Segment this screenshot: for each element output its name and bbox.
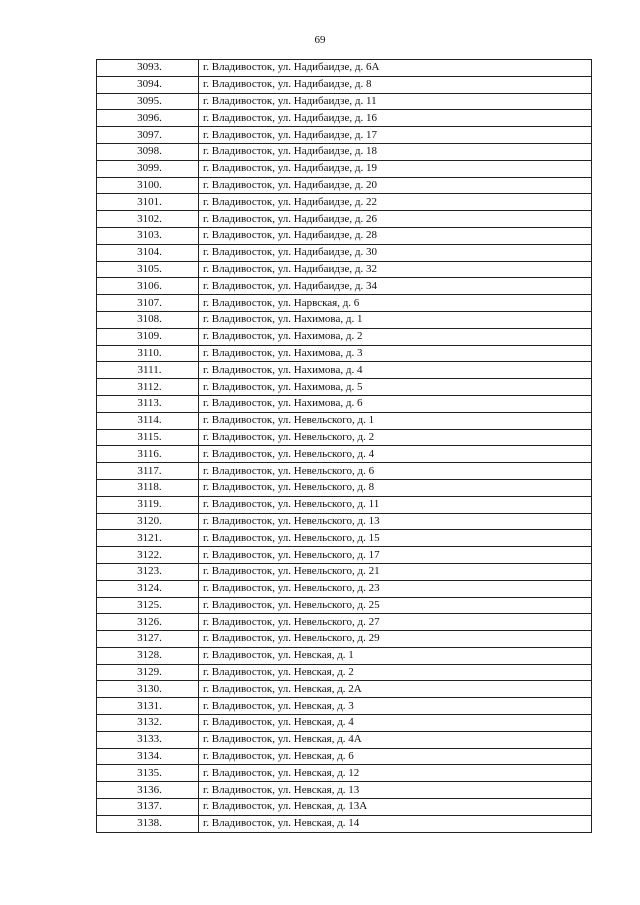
row-number: 3114. (97, 412, 199, 429)
table-row (97, 345, 592, 362)
row-address: г. Владивосток, ул. Невская, д. 13А (199, 799, 592, 816)
row-address: г. Владивосток, ул. Невельского, д. 11 (199, 496, 592, 513)
row-address: г. Владивосток, ул. Невельского, д. 25 (199, 597, 592, 614)
table-row (97, 681, 592, 698)
row-number: 3098. (97, 143, 199, 160)
row-address: г. Владивосток, ул. Нахимова, д. 6 (199, 395, 592, 412)
row-address: г. Владивосток, ул. Невская, д. 12 (199, 765, 592, 782)
table-row (97, 748, 592, 765)
row-number: 3103. (97, 227, 199, 244)
table-row (97, 110, 592, 127)
row-number: 3135. (97, 765, 199, 782)
row-number: 3123. (97, 563, 199, 580)
row-number: 3117. (97, 463, 199, 480)
row-address: г. Владивосток, ул. Надибаидзе, д. 18 (199, 143, 592, 160)
row-number: 3109. (97, 328, 199, 345)
row-address: г. Владивосток, ул. Невская, д. 3 (199, 698, 592, 715)
row-number: 3115. (97, 429, 199, 446)
row-number: 3126. (97, 614, 199, 631)
row-address: г. Владивосток, ул. Невельского, д. 21 (199, 563, 592, 580)
row-number: 3104. (97, 244, 199, 261)
row-number: 3108. (97, 311, 199, 328)
address-table-body (97, 60, 592, 833)
row-number: 3110. (97, 345, 199, 362)
row-address: г. Владивосток, ул. Нарвская, д. 6 (199, 295, 592, 312)
row-number: 3111. (97, 362, 199, 379)
table-row (97, 547, 592, 564)
row-number: 3138. (97, 815, 199, 832)
row-address: г. Владивосток, ул. Надибаидзе, д. 34 (199, 278, 592, 295)
table-row (97, 799, 592, 816)
table-row (97, 93, 592, 110)
table-row (97, 631, 592, 648)
table-row (97, 614, 592, 631)
table-row (97, 647, 592, 664)
table-row (97, 76, 592, 93)
row-number: 3127. (97, 631, 199, 648)
row-address: г. Владивосток, ул. Невская, д. 2 (199, 664, 592, 681)
table-row (97, 261, 592, 278)
row-number: 3134. (97, 748, 199, 765)
table-row (97, 597, 592, 614)
table-row (97, 143, 592, 160)
row-number: 3116. (97, 446, 199, 463)
table-row (97, 765, 592, 782)
row-address: г. Владивосток, ул. Надибаидзе, д. 16 (199, 110, 592, 127)
row-number: 3102. (97, 211, 199, 228)
table-row (97, 362, 592, 379)
row-address: г. Владивосток, ул. Надибаидзе, д. 20 (199, 177, 592, 194)
table-row (97, 530, 592, 547)
row-address: г. Владивосток, ул. Невельского, д. 2 (199, 429, 592, 446)
table-row (97, 395, 592, 412)
row-number: 3107. (97, 295, 199, 312)
table-row (97, 379, 592, 396)
row-number: 3101. (97, 194, 199, 211)
table-row (97, 311, 592, 328)
table-row (97, 563, 592, 580)
table-row (97, 429, 592, 446)
row-number: 3105. (97, 261, 199, 278)
row-address: г. Владивосток, ул. Надибаидзе, д. 28 (199, 227, 592, 244)
table-row (97, 60, 592, 77)
row-address: г. Владивосток, ул. Надибаидзе, д. 11 (199, 93, 592, 110)
row-address: г. Владивосток, ул. Невская, д. 4 (199, 715, 592, 732)
row-number: 3106. (97, 278, 199, 295)
table-row (97, 127, 592, 144)
table-row (97, 328, 592, 345)
row-address: г. Владивосток, ул. Нахимова, д. 2 (199, 328, 592, 345)
row-number: 3121. (97, 530, 199, 547)
table-row (97, 211, 592, 228)
table-row (97, 731, 592, 748)
page-number: 69 (314, 34, 326, 46)
table-row (97, 227, 592, 244)
row-number: 3100. (97, 177, 199, 194)
table-row (97, 513, 592, 530)
row-address: г. Владивосток, ул. Надибаидзе, д. 8 (199, 76, 592, 93)
address-table (96, 59, 592, 833)
row-address: г. Владивосток, ул. Невельского, д. 8 (199, 479, 592, 496)
row-address: г. Владивосток, ул. Невельского, д. 1 (199, 412, 592, 429)
row-number: 3118. (97, 479, 199, 496)
table-row (97, 244, 592, 261)
row-number: 3131. (97, 698, 199, 715)
row-address: г. Владивосток, ул. Нахимова, д. 3 (199, 345, 592, 362)
row-number: 3124. (97, 580, 199, 597)
table-row (97, 194, 592, 211)
row-number: 3094. (97, 76, 199, 93)
row-address: г. Владивосток, ул. Невская, д. 14 (199, 815, 592, 832)
table-row (97, 715, 592, 732)
row-address: г. Владивосток, ул. Невельского, д. 29 (199, 631, 592, 648)
row-address: г. Владивосток, ул. Нахимова, д. 4 (199, 362, 592, 379)
row-address: г. Владивосток, ул. Невская, д. 1 (199, 647, 592, 664)
row-number: 3093. (97, 60, 199, 77)
table-row (97, 412, 592, 429)
row-number: 3128. (97, 647, 199, 664)
table-row (97, 496, 592, 513)
row-number: 3112. (97, 379, 199, 396)
table-row (97, 815, 592, 832)
row-number: 3096. (97, 110, 199, 127)
row-address: г. Владивосток, ул. Невская, д. 13 (199, 782, 592, 799)
table-row (97, 446, 592, 463)
row-address: г. Владивосток, ул. Надибаидзе, д. 26 (199, 211, 592, 228)
table-row (97, 782, 592, 799)
row-address: г. Владивосток, ул. Невельского, д. 27 (199, 614, 592, 631)
row-address: г. Владивосток, ул. Невельского, д. 23 (199, 580, 592, 597)
row-number: 3099. (97, 160, 199, 177)
row-number: 3122. (97, 547, 199, 564)
table-row (97, 295, 592, 312)
row-address: г. Владивосток, ул. Надибаидзе, д. 17 (199, 127, 592, 144)
table-row (97, 698, 592, 715)
row-number: 3133. (97, 731, 199, 748)
table-row (97, 160, 592, 177)
row-address: г. Владивосток, ул. Невская, д. 2А (199, 681, 592, 698)
row-number: 3137. (97, 799, 199, 816)
row-address: г. Владивосток, ул. Невская, д. 6 (199, 748, 592, 765)
row-address: г. Владивосток, ул. Надибаидзе, д. 30 (199, 244, 592, 261)
row-number: 3136. (97, 782, 199, 799)
row-number: 3097. (97, 127, 199, 144)
row-number: 3129. (97, 664, 199, 681)
table-row (97, 463, 592, 480)
row-address: г. Владивосток, ул. Нахимова, д. 1 (199, 311, 592, 328)
row-address: г. Владивосток, ул. Надибаидзе, д. 22 (199, 194, 592, 211)
row-number: 3132. (97, 715, 199, 732)
row-address: г. Владивосток, ул. Невельского, д. 15 (199, 530, 592, 547)
table-row (97, 177, 592, 194)
row-number: 3120. (97, 513, 199, 530)
table-row (97, 664, 592, 681)
row-address: г. Владивосток, ул. Невская, д. 4А (199, 731, 592, 748)
row-number: 3130. (97, 681, 199, 698)
table-row (97, 278, 592, 295)
row-address: г. Владивосток, ул. Невельского, д. 6 (199, 463, 592, 480)
row-address: г. Владивосток, ул. Невельского, д. 17 (199, 547, 592, 564)
row-address: г. Владивосток, ул. Надибаидзе, д. 6А (199, 60, 592, 77)
row-number: 3119. (97, 496, 199, 513)
row-number: 3113. (97, 395, 199, 412)
row-address: г. Владивосток, ул. Надибаидзе, д. 32 (199, 261, 592, 278)
table-row (97, 479, 592, 496)
row-number: 3125. (97, 597, 199, 614)
table-row (97, 580, 592, 597)
row-address: г. Владивосток, ул. Невельского, д. 4 (199, 446, 592, 463)
row-address: г. Владивосток, ул. Невельского, д. 13 (199, 513, 592, 530)
row-address: г. Владивосток, ул. Надибаидзе, д. 19 (199, 160, 592, 177)
row-number: 3095. (97, 93, 199, 110)
row-address: г. Владивосток, ул. Нахимова, д. 5 (199, 379, 592, 396)
